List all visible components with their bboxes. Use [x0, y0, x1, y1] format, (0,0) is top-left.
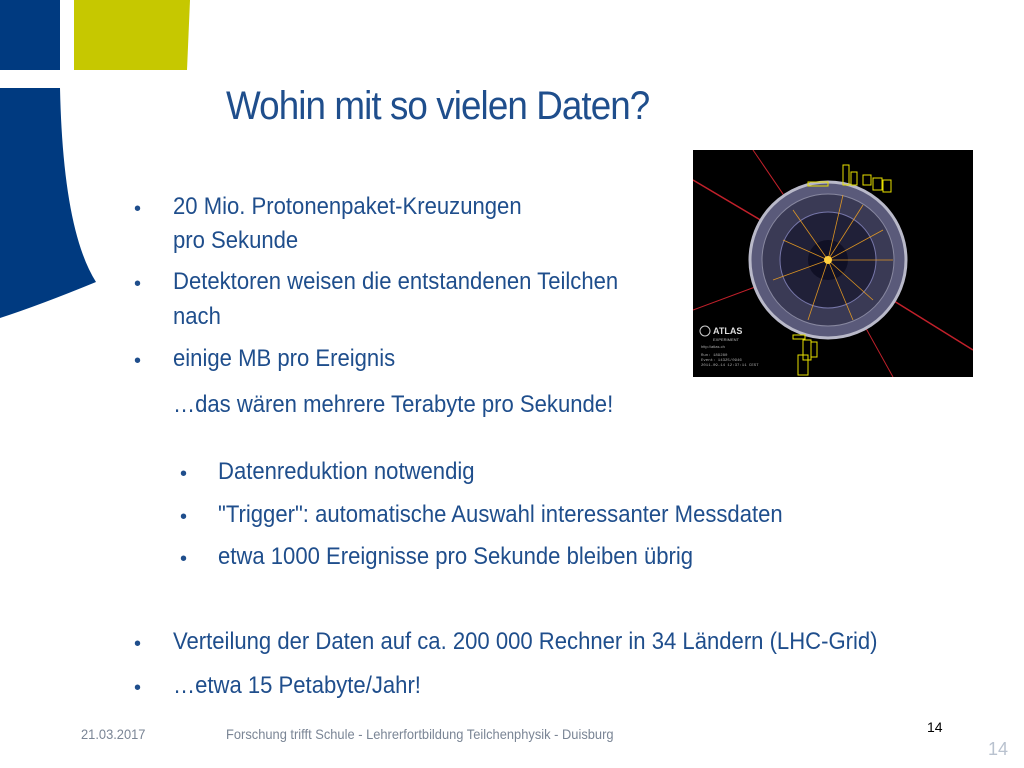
event-info-line: Run: 189280 — [701, 354, 728, 358]
bullet-marker: • — [134, 633, 142, 655]
corner-decoration — [0, 0, 200, 330]
bullet-marker: • — [134, 198, 142, 220]
bullet-text: …das wären mehrere Terabyte pro Sekunde! — [173, 391, 614, 418]
subbullet-text: Datenreduktion notwendig — [218, 458, 475, 485]
footer-text: Forschung trifft Schule - Lehrerfortbildung Teilchenphysik - Duisburg — [226, 726, 614, 742]
subbullet-marker: • — [180, 463, 188, 485]
bullet-text: nach — [173, 303, 221, 330]
atlas-event-display-image — [693, 150, 973, 377]
event-info-line: Event: 14325/0946 — [701, 359, 742, 363]
bullet-text: …etwa 15 Petabyte/Jahr! — [173, 672, 421, 699]
page-number: 14 — [927, 719, 943, 735]
atlas-url-text: http://atlas.ch — [701, 344, 725, 349]
bullet-text: Detektoren weisen die entstandenen Teilchen — [173, 268, 619, 295]
footer-date: 21.03.2017 — [81, 726, 146, 742]
blue-square-shape — [0, 0, 60, 70]
slide-number: 14 — [988, 739, 1009, 759]
yellow-square-shape — [74, 0, 190, 70]
subbullet-text: etwa 1000 Ereignisse pro Sekunde bleiben übrig — [218, 543, 694, 570]
subbullet-text: "Trigger": automatische Auswahl interessanter Messdaten — [218, 501, 783, 528]
bullet-text: pro Sekunde — [173, 227, 299, 254]
blue-wedge-shape — [0, 88, 96, 318]
subbullet-marker: • — [180, 548, 188, 570]
bullet-marker: • — [134, 677, 142, 699]
atlas-logo — [700, 326, 759, 368]
bullet-text: 20 Mio. Protonenpaket-Kreuzungen — [173, 193, 522, 220]
event-display-graphic — [693, 150, 973, 377]
bullet-marker: • — [134, 273, 142, 295]
atlas-logo-subtext: EXPERIMENT — [713, 337, 740, 342]
bullet-text: einige MB pro Ereignis — [173, 345, 396, 372]
bullet-text: Verteilung der Daten auf ca. 200 000 Rechner in 34 Ländern (LHC-Grid) — [173, 628, 878, 655]
event-info-line: 2011-09-14 12:37:11 CEST — [701, 364, 759, 368]
bullet-marker: • — [134, 350, 142, 372]
slide-title: Wohin mit so vielen Daten? — [226, 84, 650, 128]
atlas-logo-text: ATLAS — [713, 326, 743, 336]
subbullet-marker: • — [180, 506, 188, 528]
